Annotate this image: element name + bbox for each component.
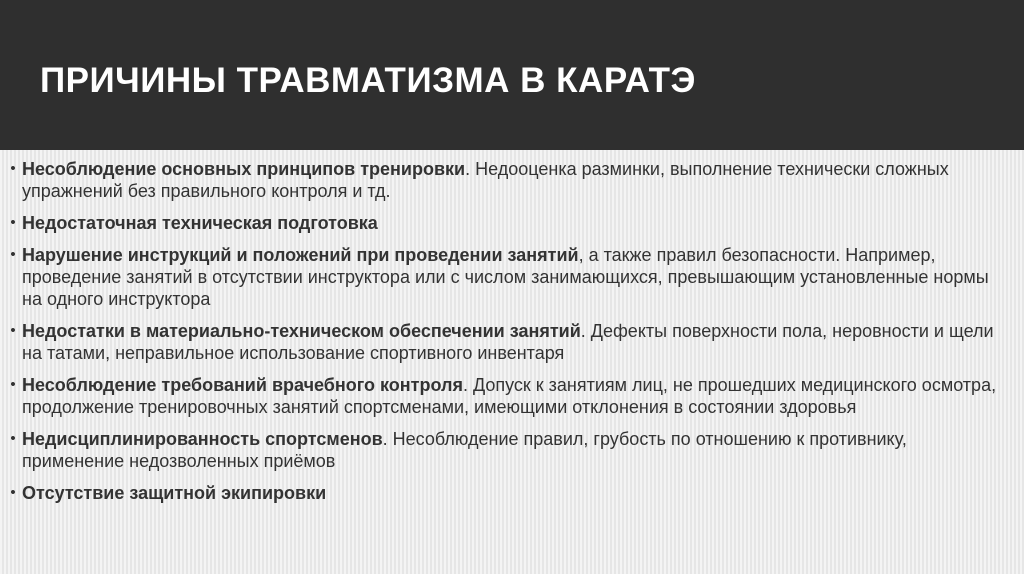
bullet-text [22,320,1004,364]
bullet-dot-icon: • [10,376,16,393]
bullet-text [22,212,1004,234]
bullet-heading: Недостаточная техническая подготовка [22,213,378,233]
bullet-dot-icon: • [10,484,16,501]
bullet-body: . Допуск к занятиям лиц, не прошедших медицинского осмотра, продолжение тренировочных занятий спортсменами, имеющими отклонения в состоянии здоровья [22,375,997,417]
title-bar [0,0,1024,150]
bullet-body: . Несоблюдение правил, грубость по отношению к противнику, применение недозволенных приёмов [22,429,907,471]
bullet-heading: Отсутствие защитной экипировки [22,483,327,503]
bullet-item [4,320,1004,364]
bullet-dot-icon: • [10,430,16,447]
bullet-item [4,428,1004,472]
bullet-text [22,482,1004,504]
bullet-item [4,158,1004,202]
bullet-item [4,244,1004,310]
bullet-text [22,158,1004,202]
bullet-heading: Недисциплинированность спортсменов [22,429,383,449]
bullet-heading: Несоблюдение требований врачебного контроля [22,375,463,395]
bullet-dot-icon: • [10,214,16,231]
bullet-item [4,212,1004,234]
slide-title: ПРИЧИНЫ ТРАВМАТИЗМА В КАРАТЭ [40,61,696,100]
bullet-text [22,428,1004,472]
bullet-heading: Нарушение инструкций и положений при проведении занятий [22,245,579,265]
bullet-dot-icon: • [10,322,16,339]
bullet-body: . Дефекты поверхности пола, неровности и щели на татами, неправильное использование спортивного инвентаря [22,321,994,363]
bullet-heading: Недостатки в материально-техническом обеспечении занятий [22,321,581,341]
bullet-body: . Недооценка разминки, выполнение технически сложных упражнений без правильного контроля и тд. [22,159,949,201]
bullet-dot-icon: • [10,160,16,177]
bullet-text [22,374,1004,418]
bullet-text [22,244,1004,310]
bullet-heading: Несоблюдение основных принципов тренировки [22,159,466,179]
bullet-dot-icon: • [10,246,16,263]
bullet-item [4,374,1004,418]
bullet-list [4,158,1004,514]
bullet-body: , а также правил безопасности. Например, проведение занятий в отсутствии инструктора или с числом занимающихся, превышающим установленные нормы на одного инструктора [22,245,989,309]
bullet-item [4,482,1004,504]
